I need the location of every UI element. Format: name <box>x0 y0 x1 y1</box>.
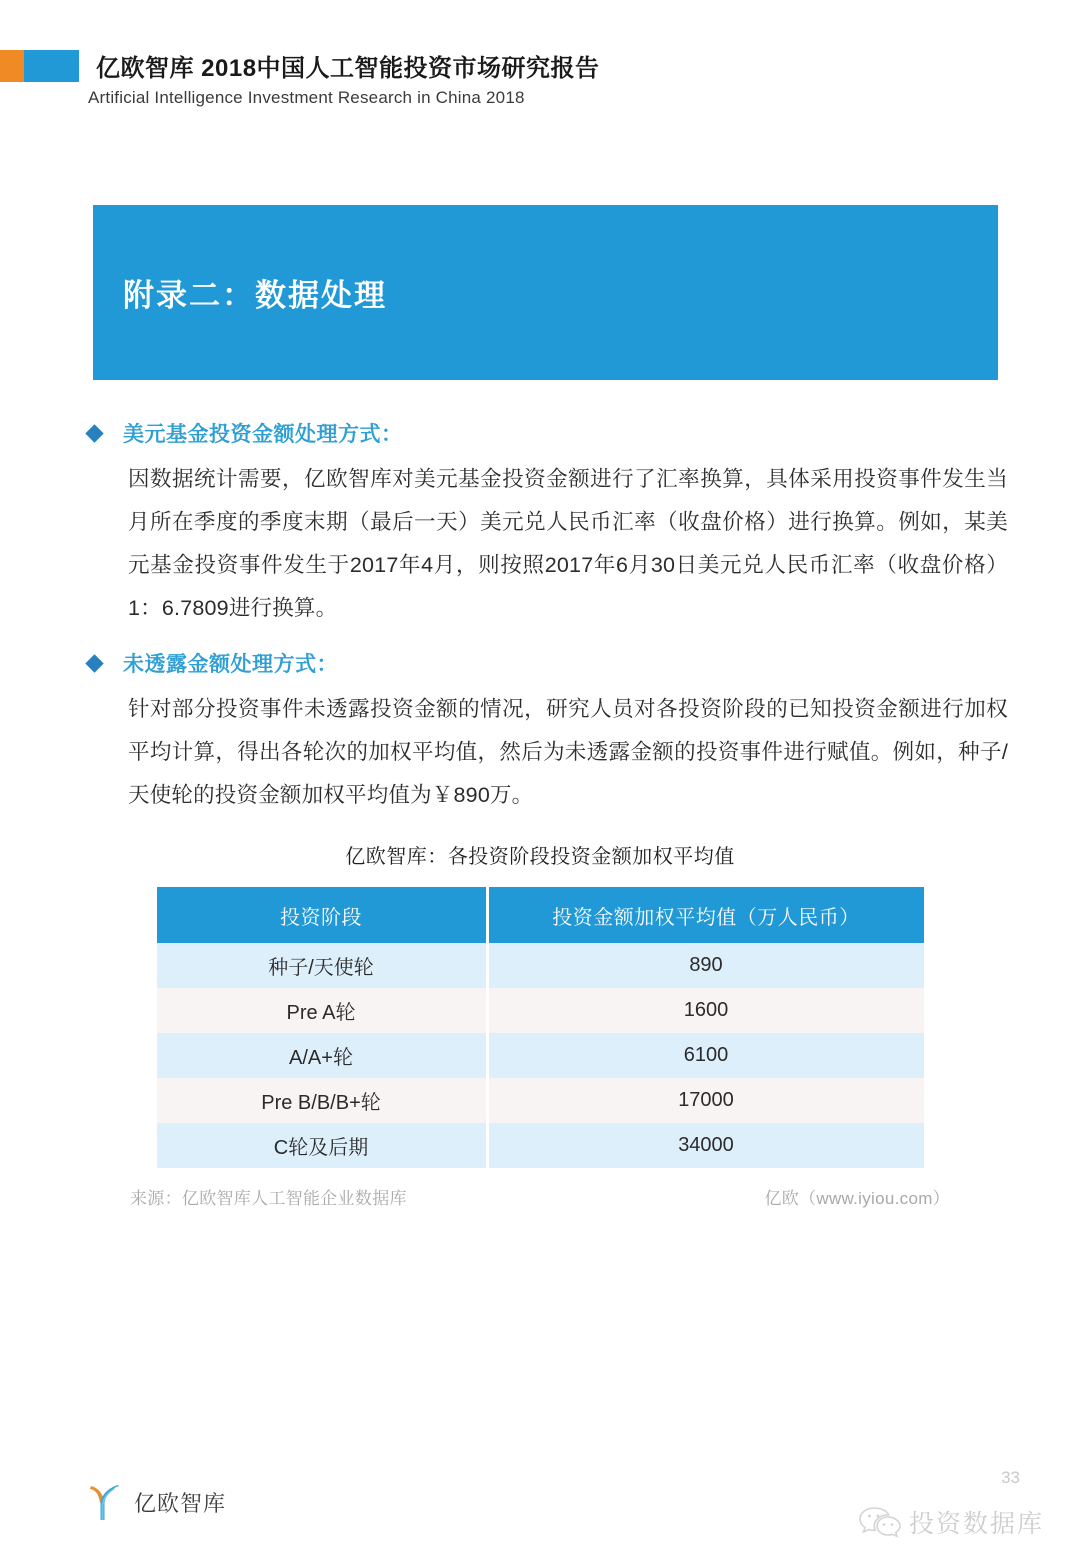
block-heading-text: 美元基金投资金额处理方式： <box>123 423 403 446</box>
brand-mark-orange-icon <box>0 50 24 82</box>
cell-stage: Pre A轮 <box>157 988 489 1033</box>
footer-logo <box>88 1482 226 1522</box>
page-footer <box>0 1440 1080 1560</box>
page-header <box>0 0 1080 140</box>
cell-value: 34000 <box>489 1123 924 1168</box>
content-block-undisclosed-amount <box>0 648 1080 817</box>
block-body-usd-fund: 因数据统计需要，亿欧智库对美元基金投资金额进行了汇率换算，具体采用投资事件发生当月所在季度的季度末期（最后一天）美元兑人民币汇率（收盘价格）进行换算。例如，某美元基金投资事件发生于2017年4月，则按照2017年6月30日美元兑人民币汇率（收盘价格）1：6.7809进行换算。 <box>128 467 1008 620</box>
block-heading-usd-fund <box>0 418 1080 448</box>
yiou-y-logo-icon <box>88 1482 122 1522</box>
cell-stage: C轮及后期 <box>157 1123 489 1168</box>
table-header-value: 投资金额加权平均值（万人民币） <box>489 887 924 943</box>
table-source-text: 来源：亿欧智库人工智能企业数据库 <box>130 1189 407 1208</box>
section-banner <box>93 205 998 380</box>
brand-color-marks <box>0 50 79 82</box>
content-area <box>0 418 1080 835</box>
wechat-watermark <box>859 1504 1044 1540</box>
table-head <box>157 887 924 943</box>
block-heading-undisclosed-amount <box>0 648 1080 678</box>
report-title: 亿欧智库 2018中国人工智能投资市场研究报告 <box>96 55 600 82</box>
content-block-usd-fund <box>0 418 1080 630</box>
wechat-icon <box>859 1505 901 1539</box>
cell-value: 6100 <box>489 1033 924 1078</box>
brand-mark-blue-icon <box>24 50 79 82</box>
table-header-stage: 投资阶段 <box>157 887 489 943</box>
cell-value: 1600 <box>489 988 924 1033</box>
cell-stage: A/A+轮 <box>157 1033 489 1078</box>
cell-stage: 种子/天使轮 <box>157 943 489 988</box>
table-header-row <box>157 887 924 943</box>
cell-value: 17000 <box>489 1078 924 1123</box>
table-body <box>157 943 924 1168</box>
table-row <box>157 1033 924 1078</box>
table-footer <box>130 1184 950 1209</box>
table-section <box>0 840 1080 1209</box>
footer-logo-text: 亿欧智库 <box>134 1490 227 1516</box>
cell-stage: Pre B/B/B+轮 <box>157 1078 489 1123</box>
diamond-bullet-icon <box>85 424 103 442</box>
table-row <box>157 1123 924 1168</box>
diamond-bullet-icon <box>85 654 103 672</box>
block-heading-text: 未透露金额处理方式： <box>123 653 338 676</box>
cell-value: 890 <box>489 943 924 988</box>
section-title: 附录二：数据处理 <box>123 278 387 313</box>
table-row <box>157 943 924 988</box>
table-attribution-text: 亿欧（www.iyiou.com） <box>764 1189 950 1208</box>
page-number: 33 <box>1001 1468 1020 1487</box>
block-body-undisclosed-amount: 针对部分投资事件未透露投资金额的情况，研究人员对各投资阶段的已知投资金额进行加权平均计算，得出各轮次的加权平均值，然后为未透露金额的投资事件进行赋值。例如，种子/天使轮的投资金额加权平均值为￥890万。 <box>128 697 1008 807</box>
table-title: 亿欧智库：各投资阶段投资金额加权平均值 <box>345 846 735 868</box>
table-row <box>157 1078 924 1123</box>
report-subtitle: Artificial Intelligence Investment Research in China 2018 <box>88 88 525 107</box>
investment-stage-table <box>157 887 924 1168</box>
table-row <box>157 988 924 1033</box>
watermark-text: 投资数据库 <box>908 1511 1044 1538</box>
